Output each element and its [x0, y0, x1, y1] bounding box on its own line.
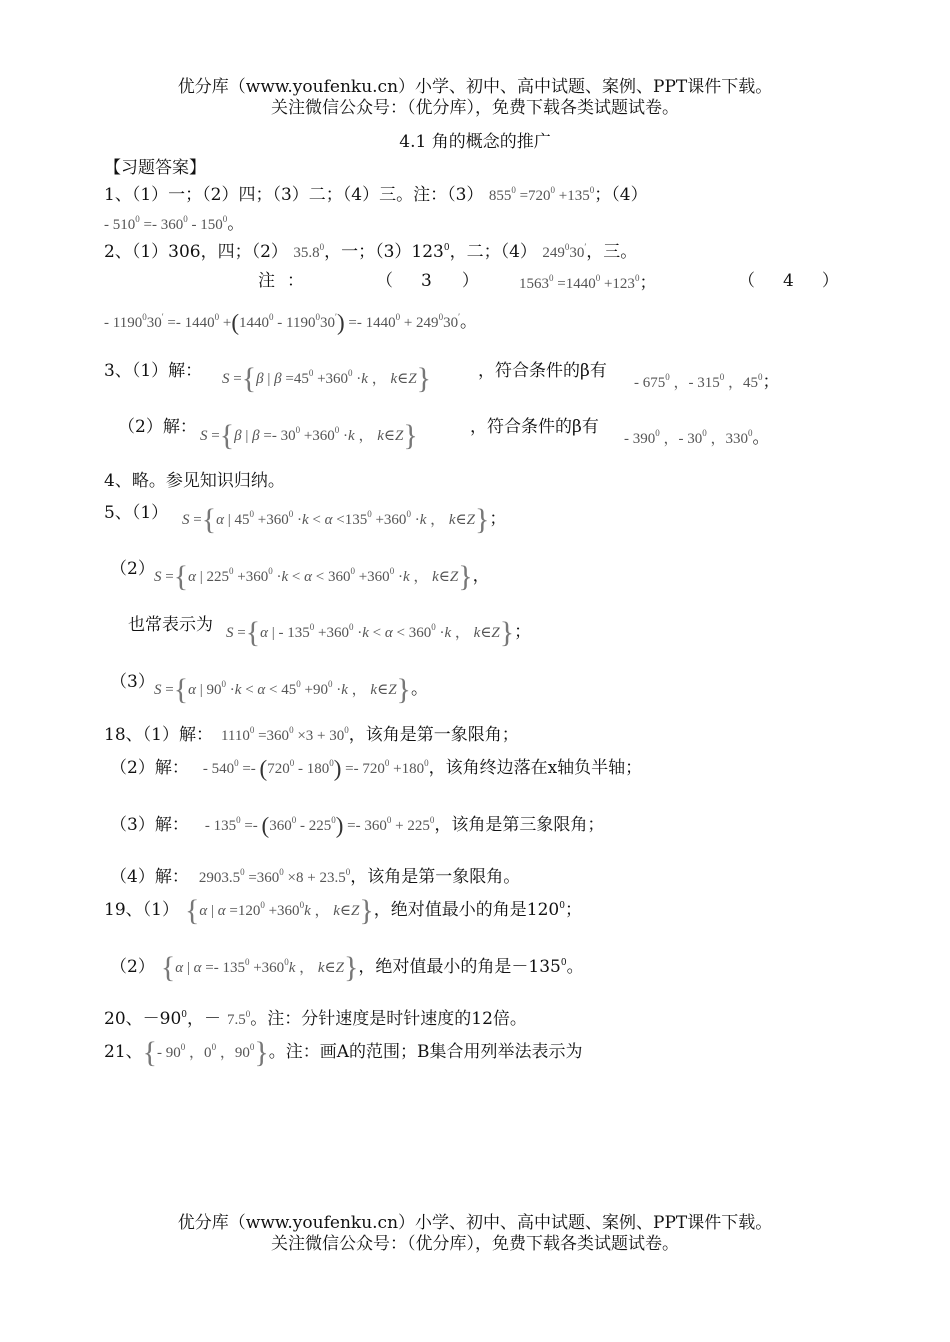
answer-1-end: 。 — [227, 214, 245, 234]
answer-5-label-2: （2） — [110, 559, 155, 579]
header-line-1: 优分库（www.youfenku.cn）小学、初中、高中试题、案例、PPT课件下载。 — [177, 77, 773, 97]
answer-2-note-3: （ 3 ） — [376, 271, 479, 291]
answer-5-set-4: S ={α | $90^0 \cdot k < \alpha < 45^0 +90^0 \cdot k$ ， k∈Z}。 — [154, 673, 428, 706]
answer-18-line-2: （2）解： - $540^0 =- (720^0 - 180^0) =- 720^0 +180^0$，该角终边落在x轴负半轴； — [110, 756, 643, 781]
answer-3-text-2: ，符合条件的β有 — [470, 417, 599, 437]
answer-18-line-4: （4）解： $2903.5^0 =360^0 \times 8 + 23.5^0$，该角是第一象限角。 — [110, 867, 521, 887]
answer-5-set-2: S ={α | $225^0 +360^0 \cdot k < \alpha < 360^0 +360^0 \cdot k$ ， k∈Z}， — [154, 560, 490, 593]
answer-2-note-4: （ 4 ） — [738, 271, 839, 291]
answer-18-line-1: 18、（1）解： $1110^0 =360^0 \times 3 + 30^0$，该角是第一象限角； — [104, 725, 519, 745]
answer-1-formula-a: $855^0 =720^0 +135^0$ — [488, 185, 595, 204]
answer-3-values-1: - $675^0$ ，- $315^0$ ，$45^0$； — [634, 372, 780, 392]
answer-3-label-2: （2）解： — [118, 417, 197, 437]
answer-2-note-label: 注 ： — [258, 271, 304, 291]
answer-19-line-2: （2） {α | $\alpha =- 135^0 +360^0k$ ， k∈Z}，绝对值最小的角是$-135^0$。 — [110, 951, 584, 984]
footer-line-2: 关注微信公众号：（优分库），免费下载各类试题试卷。 — [271, 1234, 679, 1254]
answer-5-set-1: S ={α | $45^0 +360^0 \cdot k < \alpha <135^0 +360^0 \cdot k$ ， k∈Z}； — [182, 503, 507, 536]
answer-1-formula-b: - $510^0 =- 360^0 - 150^0$ — [104, 214, 228, 233]
answer-3-values-2: - $390^0$ ，- $30^0$ ，$330^0$。 — [624, 428, 770, 448]
answer-2-part-1: （1）306，四；（2） — [131, 242, 288, 262]
header-line-2: 关注微信公众号：（优分库），免费下载各类试题试卷。 — [271, 98, 679, 118]
answer-2-formula-d: - $1190^030' =- 1440^0 +(1440^0 - 1190^030') =- 1440^0 + 249^030'$。 — [104, 310, 478, 335]
section-heading: 【习题答案】 — [104, 158, 206, 178]
answer-1-line-1 — [104, 184, 648, 207]
answer-3-set-2: S ={β | $\beta =- 30^0 +360^0 \cdot k$ ， k∈Z} — [200, 419, 418, 452]
answer-21: 21、{- $90^0$ ，$0^0$ ，$90^0$}。注：画A的范围；B集合用列举法表示为 — [104, 1036, 583, 1069]
footer-line-1: 优分库（www.youfenku.cn）小学、初中、高中试题、案例、PPT课件下载。 — [177, 1213, 773, 1233]
answer-4: 4、略。参见知识归纳。 — [104, 471, 285, 491]
answer-2-line-1: 2、（1）306，四；（2） 35.8$^0$，一；$(3)123^0$，二；（4） $249^030'$，三。 — [104, 242, 638, 262]
answer-2-part-3: ，三。 — [586, 242, 638, 262]
answer-1-line-2 — [104, 213, 244, 236]
answer-3-set-1: S ={β | $\beta =45^0 +360^0 \cdot k$ ， k∈Z} — [222, 362, 432, 395]
answer-2-formula-c: $1563^0 =1440^0 +123^0$； — [519, 273, 657, 293]
answer-18-line-3: （3）解： - $135^0 =- (360^0 - 225^0) =- 360^0 + 225^0$，该角是第三象限角； — [110, 813, 605, 838]
answer-20: 20、$-90^0$，－ $7.5^0$。注：分针速度是时针速度的12倍。 — [104, 1009, 527, 1029]
answer-2-part-2: ，一；（3） — [324, 242, 412, 262]
answer-5-label-3: （3） — [110, 672, 155, 692]
answer-3-label: 3、（1）解： — [104, 361, 203, 381]
answer-2-formula-b: $249^030'$ — [542, 242, 587, 261]
answer-5-alt-label: 也常表示为 — [128, 615, 213, 635]
page-title: 4.1 角的概念的推广 — [399, 132, 551, 152]
answer-2-label: 2、 — [104, 242, 132, 262]
answer-19-line-1: 19、（1） {α | $\alpha =120^0 +360^0k$ ， k∈Z}，绝对值最小的角是$120^0$； — [104, 894, 582, 927]
answer-1-mid: ；（4） — [594, 185, 648, 205]
answer-5-label-1: 5、（1） — [104, 503, 169, 523]
answer-2-formula-a: 35.8$^0$ — [293, 242, 325, 261]
answer-3-text-1: ，符合条件的β有 — [478, 361, 607, 381]
answer-2-part-2b: ，二；（4） — [449, 242, 537, 262]
answer-1-text: （1）一；（2）四；（3）二；（4）三。注：（3） — [131, 185, 484, 205]
answer-5-set-3: S ={α | - $135^0 +360^0 \cdot k < \alpha < 360^0 \cdot k$ ， k∈Z}； — [226, 616, 532, 649]
answer-1-label: 1、 — [104, 185, 132, 205]
